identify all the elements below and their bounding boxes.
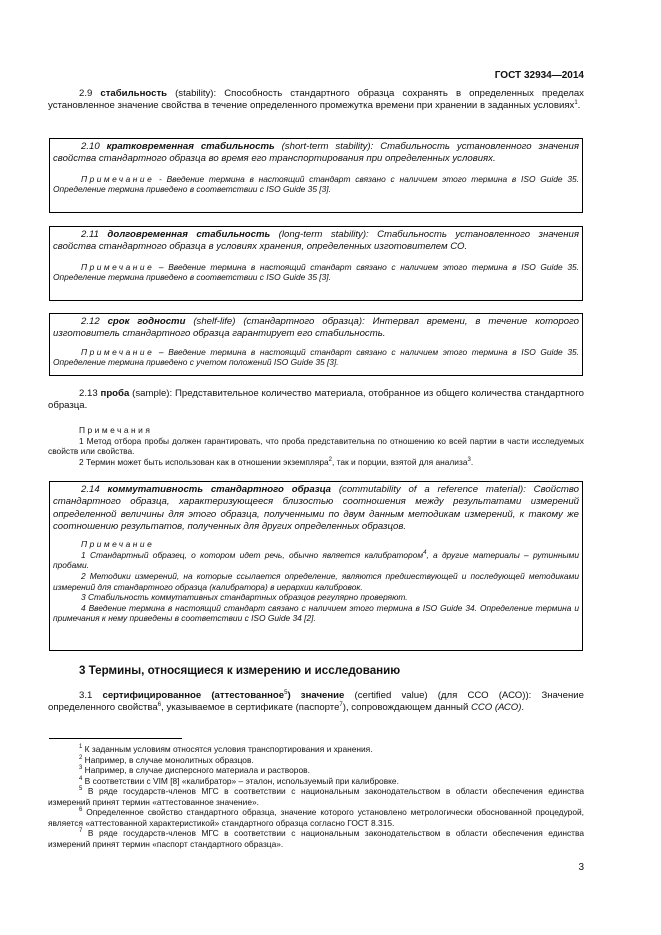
term-title: долговременная стабильность <box>107 229 271 240</box>
term-3-1: 3.1 сертифицированное (аттестованное$^5$) значение (certified value) (для ССО (АСО)): Значение определенного свойства$^6$, указываемое в сертификате (паспорте$^7$), сопровождающем данный ССО (АСО). <box>48 689 584 714</box>
section-heading: 3 Термины, относящиеся к измерению и исследованию <box>79 664 401 677</box>
footnote: $^1$ К заданным условиям относятся условия транспортирования и хранения. <box>79 744 373 754</box>
footnote-ref: 7 <box>339 702 343 709</box>
footnote-ref: 5 <box>284 689 288 696</box>
footnote: $^2$ Например, в случае монолитных образцов. <box>79 754 254 765</box>
term-title: проба <box>100 388 130 399</box>
term-title: срок годности <box>107 316 186 327</box>
footnote: $^4$ В соответствии с VIM [8] «калибратор» – эталон, используемый при калибровке. <box>79 775 399 786</box>
page-number: 3 <box>578 862 584 873</box>
footnote-ref: 2 <box>328 456 332 463</box>
term-title: стабильность <box>100 88 168 99</box>
term-box-2-11: 2.11 долговременная стабильность (long-term stability): Стабильность установленного значения свойства стандартного образца в условиях хранения, определенных изготовителем СО. Примечание – Введение термина в настоящий стандарт связано с наличием этого термина в ISO Guide 35. Определение термина приведено в соответствии с ISO Guide 35 [3]. <box>49 226 583 301</box>
note: Примечание – Введение термина в настоящий стандарт связано с наличием этого термина в ISO Guide 35. Определение термина приведено в соответствии с ISO Guide 35 [3]. <box>53 261 579 283</box>
notes: Примечание 1 Стандартный образец, о котором идет речь, обычно является калибратором$^4$, а другие материалы – рутинными пробами. 2 Методики измерений, на которые ссылается определение, являются предшествующей и последующей методиками измерений для стандартного образца (калибратора) в иерархии калибровок. 3 Стабильность коммутативных стандартных образцов регулярно проверяют. 4 Введение термина в настоящий стандарт связано с наличием этого термина в ISO Guide 34. Определение термина и примечания к нему приведены в соответствии с ISO Guide 34 [2]. <box>53 539 579 624</box>
term-2-13: 2.13 проба (sample): Представительное количество материала, отобранное из общего количества стандартного образца. <box>48 388 584 412</box>
term-title: кратковременная стабильность <box>106 141 275 152</box>
footnote: $^3$ Например, в случае дисперсного материала и растворов. <box>79 765 310 775</box>
footnote: $^5$ В ряде государств-членов МГС в соответствии с национальным законодательством в области обеспечения единства измерений принят термин «аттестованное значение». <box>48 786 584 807</box>
footnote-ref: 4 <box>423 549 427 556</box>
footnote-ref: 1 <box>574 100 578 107</box>
standard-header: ГОСТ 32934—2014 <box>494 70 584 81</box>
term-box-2-12: 2.12 срок годности (shelf-life) (стандартного образца): Интервал времени, в течение которого изготовитель стандартного образца гарантирует его стабильность. Примечание – Введение термина в настоящий стандарт связано с наличием этого термина в ISO Guide 35. Определение термина приведено с учетом положений ISO Guide 35 [3]. <box>49 313 583 376</box>
term-2-9: 2.9 стабильность (stability): Способность стандартного образца сохранять в определенных пределах установленное значение свойства в течение определенного промежутка времени при хранении в заданных условиях$^1$. <box>48 88 584 112</box>
footnote: $^7$ В ряде государств-членов МГС в соответствии с национальным законодательством в области обеспечения единства измерений принят термин «паспорт стандартного образца». <box>48 828 584 849</box>
footnote-ref: 3 <box>467 456 471 463</box>
notes-2-13: Примечания 1 Метод отбора пробы должен гарантировать, что проба представительна по отношению ко всей партии в части исследуемых свойств или свойства. 2 Термин может быть использован как в отношении экземпляра$^2$, так и порции, взятой для анализа$^3$. <box>48 425 584 467</box>
term-title: коммутативность стандартного образца <box>107 484 332 495</box>
term-title: сертифицированное (аттестованное <box>102 690 285 701</box>
term-box-2-14: 2.14 коммутативность стандартного образца (commutability of a reference material): Свойство стандартного образца, характеризующееся близостью соотношения между результатами измерений определенной величины для этого образца, полученными по двум данным методикам измерений, к такому же соотношению результатов, полученных для других определенных образцов. Примечание 1 Стандартный образец, о котором идет речь, обычно является калибратором$^4$, а другие материалы – рутинными пробами. 2 Методики измерений, на которые ссылается определение, являются предшествующей и последующей методиками измерений для стандартного образца (калибратора) в иерархии калибровок. 3 Стабильность коммутативных стандартных образцов регулярно проверяют. 4 Введение термина в настоящий стандарт связано с наличием этого термина в ISO Guide 34. Определение термина и примечания к нему приведены в соответствии с ISO Guide 34 [2]. <box>49 481 583 651</box>
note: Примечание – Введение термина в настоящий стандарт связано с наличием этого термина в ISO Guide 35. Определение термина приведено с учетом положений ISO Guide 35 [3]. <box>53 346 579 368</box>
footnote-divider <box>49 738 182 739</box>
footnotes <box>48 744 584 849</box>
footnote-ref: 6 <box>157 702 162 709</box>
footnote: $^6$ Определенное свойство стандартного образца, значение которого установлено метрологически обоснованной процедурой, является «аттестованной характеристикой» стандартного образца согласно ГОСТ 8.315. <box>48 807 584 828</box>
term-box-2-10: 2.10 кратковременная стабильность (short-term stability): Стабильность установленного значения свойства стандартного образца во время его транспортирования при определенных условиях. Примечание - Введение термина в настоящий стандарт связано с наличием этого термина в ISO Guide 35. Определение термина приведено в соответствии с ISO Guide 35 [3]. <box>49 138 583 213</box>
note: Примечание - Введение термина в настоящий стандарт связано с наличием этого термина в ISO Guide 35. Определение термина приведено в соответствии с ISO Guide 35 [3]. <box>53 173 579 195</box>
